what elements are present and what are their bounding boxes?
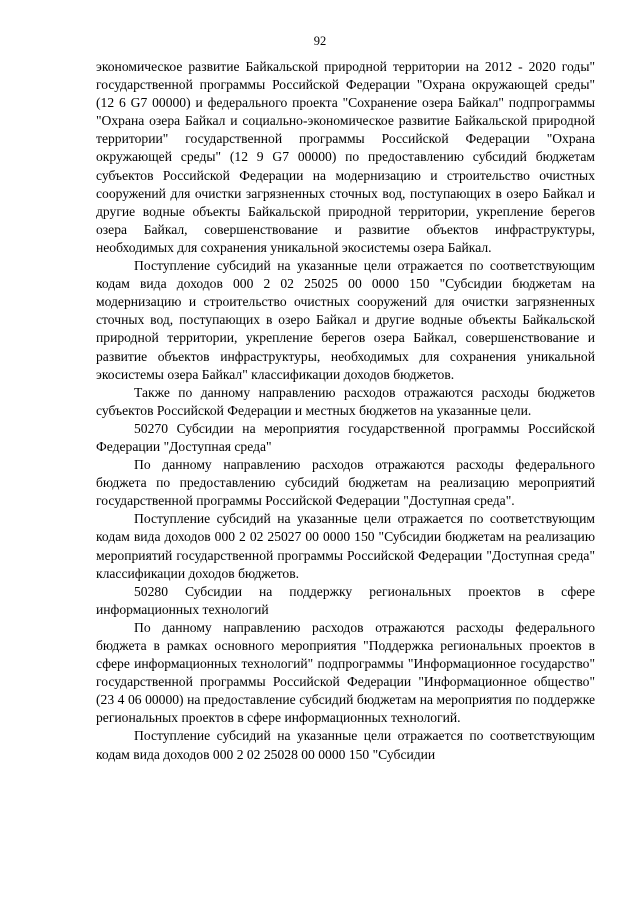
heading-50280: 50280 Субсидии на поддержку региональных проектов в сфере информационных технологий [96,583,595,617]
paragraph-income-codes-it: Поступление субсидий на указанные цели отражается по соответствующим кодам вида доходов 000 2 02 25028 00 0000 150 "Субсидии [96,728,595,762]
document-body [96,58,595,764]
paragraph-accessible-environment: По данному направлению расходов отражаются расходы федерального бюджета по предоставлению субсидий бюджетам на реализацию мероприятий государственной программы Российской Федерации "Доступная среда". [96,457,595,509]
paragraph-it-projects: По данному направлению расходов отражаются расходы федерального бюджета в рамках основного мероприятия "Поддержка региональных проектов в сфере информационных технологий" подпрограммы "Информационное государство" государственной программы Российской Федерации "Информационное общество" (23 4 06 00000) на предоставление субсидий бюджетам на мероприятия по поддержке региональных проектов в сфере информационных технологий. [96,619,595,726]
page-number: 92 [313,34,327,48]
paragraph-continuation: экономическое развитие Байкальской природной территории на 2012 - 2020 годы" государственной программы Российской Федерации "Охрана окружающей среды" (12 6 G7 00000) и федерального проекта "Сохранение озера Байкал" подпрограммы "Охрана озера Байкал и социально-экономическое развитие Байкальской природной территории" государственной программы Российской Федерации "Охрана окружающей среды" (12 9 G7 00000) по предоставлению субсидий бюджетам субъектов Российской Федерации на модернизацию и строительство очистных сооружений для очистки загрязненных сточных вод, поступающих в озеро Байкал и другие водные объекты Байкальской природной территории, укрепление берегов озера Байкал, совершенствование и развитие объектов инфраструктуры, необходимых для сохранения уникальной экосистемы озера Байкал. [96,59,595,255]
paragraph-regional-budgets: Также по данному направлению расходов отражаются расходы бюджетов субъектов Российской Федерации и местных бюджетов на указанные цели. [96,384,595,418]
paragraph-income-codes-accessible: Поступление субсидий на указанные цели отражается по соответствующим кодам вида доходов 000 2 02 25027 00 0000 150 "Субсидии бюджетам на реализацию мероприятий государственной программы Российской Федерации "Доступная среда" классификации доходов бюджетов. [96,511,595,581]
paragraph-income-codes-baikal: Поступление субсидий на указанные цели отражается по соответствующим кодам вида доходов 000 2 02 25025 00 0000 150 "Субсидии бюджетам на модернизацию и строительство очистных сооружений для очистки загрязненных сточных вод, поступающих в озеро Байкал и другие водные объекты Байкальской природной территории, укрепление берегов озера Байкал, совершенствование и развитие объектов инфраструктуры, необходимых для сохранения уникальной экосистемы озера Байкал" классификации доходов бюджетов. [96,258,595,382]
heading-50270: 50270 Субсидии на мероприятия государственной программы Российской Федерации "Доступная среда" [96,420,595,454]
